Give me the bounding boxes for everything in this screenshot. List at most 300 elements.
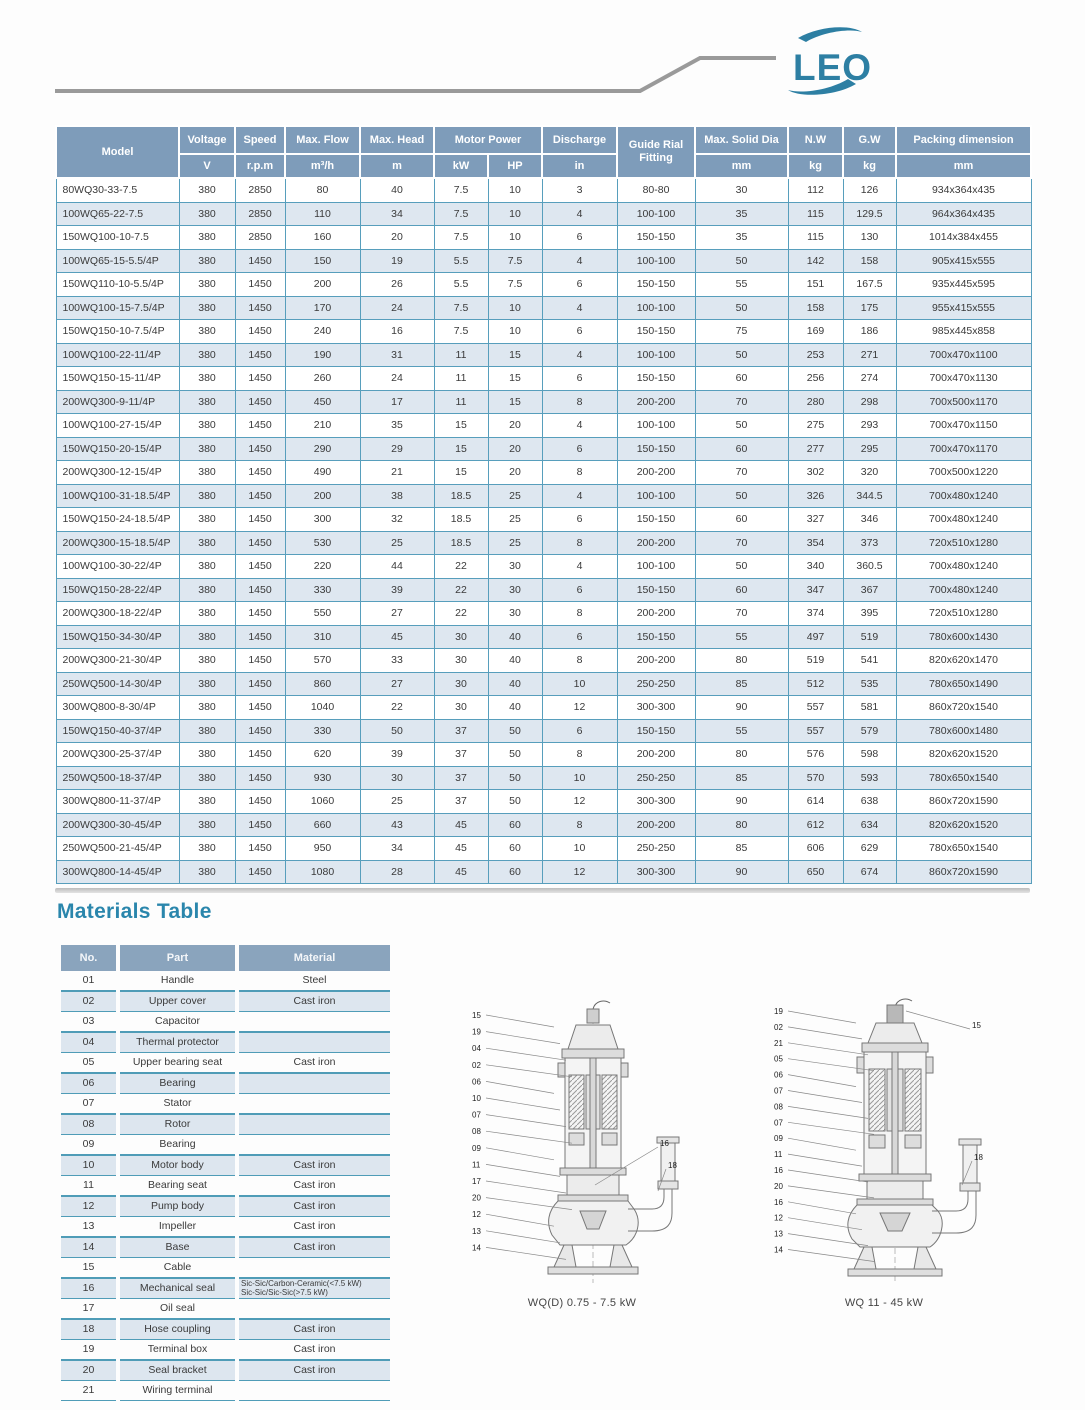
callout-label: 16 bbox=[774, 1197, 783, 1207]
spec-cell: 10 bbox=[488, 202, 542, 226]
callout-label: 20 bbox=[472, 1193, 481, 1203]
table-row bbox=[61, 1176, 390, 1196]
spec-cell: 10 bbox=[542, 766, 617, 790]
spec-cell: 126 bbox=[843, 178, 896, 202]
spec-cell: 34 bbox=[360, 837, 434, 861]
spec-cell: 150-150 bbox=[617, 320, 695, 344]
spec-cell: 16 bbox=[360, 320, 434, 344]
spec-cell: 860x720x1590 bbox=[896, 860, 1031, 884]
spec-cell: 75 bbox=[695, 320, 788, 344]
spec-cell: 2850 bbox=[235, 202, 285, 226]
callout-label: 06 bbox=[472, 1077, 481, 1087]
table-row bbox=[56, 178, 1031, 202]
spec-cell: 200 bbox=[285, 273, 360, 297]
spec-cell: 10 bbox=[488, 296, 542, 320]
spec-cell: 380 bbox=[179, 790, 235, 814]
material-no-cell: 21 bbox=[61, 1381, 116, 1401]
spec-cell: 250-250 bbox=[617, 766, 695, 790]
figure-caption-small: WQ(D) 0.75 - 7.5 kW bbox=[527, 1297, 637, 1309]
callout-label: 07 bbox=[472, 1110, 481, 1120]
spec-cell: 380 bbox=[179, 649, 235, 673]
materials-table-body bbox=[61, 971, 390, 1401]
spec-cell: 579 bbox=[843, 719, 896, 743]
pump-figure-large bbox=[754, 995, 1014, 1309]
callout-line bbox=[788, 1011, 856, 1023]
spec-cell: 30 bbox=[488, 578, 542, 602]
callout-label: 14 bbox=[472, 1243, 481, 1253]
spec-cell: 158 bbox=[843, 249, 896, 273]
spec-cell: 367 bbox=[843, 578, 896, 602]
spec-cell: 8 bbox=[542, 743, 617, 767]
spec-cell: 300-300 bbox=[617, 860, 695, 884]
spec-cell: 11 bbox=[434, 343, 488, 367]
material-part-cell: Bearing bbox=[120, 1073, 235, 1094]
spec-table-section bbox=[55, 125, 1030, 884]
unit-voltage: V bbox=[179, 154, 235, 178]
spec-cell: 330 bbox=[285, 578, 360, 602]
spec-cell: 541 bbox=[843, 649, 896, 673]
spec-cell: 326 bbox=[788, 484, 843, 508]
spec-cell: 638 bbox=[843, 790, 896, 814]
material-material-cell: Cast iron bbox=[239, 1340, 390, 1360]
callout-label: 12 bbox=[774, 1213, 783, 1223]
col-guide-rial: Guide Rial Fitting bbox=[617, 126, 695, 178]
spec-cell: 100-100 bbox=[617, 343, 695, 367]
spec-cell: 210 bbox=[285, 414, 360, 438]
spec-cell: 1450 bbox=[235, 414, 285, 438]
material-no-cell: 01 bbox=[61, 971, 116, 991]
spec-table bbox=[55, 125, 1032, 884]
material-part-cell: Oil seal bbox=[120, 1299, 235, 1319]
material-part-cell: Bearing seat bbox=[120, 1176, 235, 1196]
spec-cell: 380 bbox=[179, 343, 235, 367]
spec-cell: 260 bbox=[285, 367, 360, 391]
unit-max-flow: m³/h bbox=[285, 154, 360, 178]
spec-cell: 650 bbox=[788, 860, 843, 884]
spec-cell: 60 bbox=[695, 437, 788, 461]
material-material-cell bbox=[239, 1032, 390, 1053]
callout-line bbox=[486, 1148, 554, 1160]
spec-cell: 60 bbox=[488, 837, 542, 861]
spec-cell: 35 bbox=[360, 414, 434, 438]
table-row bbox=[61, 1319, 390, 1340]
spec-cell: 20 bbox=[360, 226, 434, 250]
material-material-cell: Cast iron bbox=[239, 1196, 390, 1217]
table-row bbox=[56, 226, 1031, 250]
spec-cell: 1450 bbox=[235, 602, 285, 626]
unit-max-head: m bbox=[360, 154, 434, 178]
spec-cell: 150-150 bbox=[617, 719, 695, 743]
material-no-cell: 05 bbox=[61, 1053, 116, 1073]
spec-cell: 360.5 bbox=[843, 555, 896, 579]
callout-label: 13 bbox=[472, 1226, 481, 1236]
spec-cell: 60 bbox=[695, 508, 788, 532]
spec-cell: 8 bbox=[542, 390, 617, 414]
spec-cell: 129.5 bbox=[843, 202, 896, 226]
spec-cell: 175 bbox=[843, 296, 896, 320]
callout-label: 20 bbox=[774, 1181, 783, 1191]
spec-cell: 28 bbox=[360, 860, 434, 884]
spec-cell: 8 bbox=[542, 813, 617, 837]
spec-cell: 22 bbox=[434, 602, 488, 626]
unit-packing: mm bbox=[896, 154, 1031, 178]
callout-label: 07 bbox=[774, 1118, 783, 1128]
spec-cell: 300 bbox=[285, 508, 360, 532]
material-part-cell: Mechanical seal bbox=[120, 1278, 235, 1299]
callout-line bbox=[486, 1032, 560, 1044]
spec-cell: 30 bbox=[360, 766, 434, 790]
spec-cell: 100-100 bbox=[617, 202, 695, 226]
spec-cell: 30 bbox=[488, 602, 542, 626]
spec-cell: 535 bbox=[843, 672, 896, 696]
spec-cell: 37 bbox=[434, 766, 488, 790]
spec-cell: 25 bbox=[488, 531, 542, 555]
materials-table bbox=[57, 945, 394, 1401]
spec-cell: 1450 bbox=[235, 296, 285, 320]
material-no-cell: 10 bbox=[61, 1155, 116, 1176]
spec-cell: 18.5 bbox=[434, 531, 488, 555]
spec-cell: 295 bbox=[843, 437, 896, 461]
spec-cell: 12 bbox=[542, 696, 617, 720]
masthead-graphic bbox=[0, 0, 1085, 110]
table-row bbox=[56, 461, 1031, 485]
spec-cell: 660 bbox=[285, 813, 360, 837]
spec-cell: 80 bbox=[695, 649, 788, 673]
table-row bbox=[61, 1135, 390, 1155]
spec-cell: 200-200 bbox=[617, 649, 695, 673]
spec-cell: 151 bbox=[788, 273, 843, 297]
model-cell: 80WQ30-33-7.5 bbox=[56, 178, 179, 202]
spec-cell: 1450 bbox=[235, 249, 285, 273]
spec-cell: 2850 bbox=[235, 178, 285, 202]
spec-cell: 15 bbox=[488, 367, 542, 391]
col-max-solid: Max. Solid Dia bbox=[695, 126, 788, 154]
spec-cell: 200-200 bbox=[617, 390, 695, 414]
spec-cell: 720x510x1280 bbox=[896, 531, 1031, 555]
callout-label: 16 bbox=[660, 1139, 669, 1148]
spec-cell: 186 bbox=[843, 320, 896, 344]
spec-cell: 950 bbox=[285, 837, 360, 861]
spec-cell: 593 bbox=[843, 766, 896, 790]
spec-cell: 85 bbox=[695, 766, 788, 790]
table-row bbox=[56, 813, 1031, 837]
model-cell: 300WQ800-14-45/4P bbox=[56, 860, 179, 884]
spec-cell: 1450 bbox=[235, 743, 285, 767]
spec-cell: 955x415x555 bbox=[896, 296, 1031, 320]
spec-cell: 55 bbox=[695, 273, 788, 297]
spec-cell: 10 bbox=[488, 320, 542, 344]
spec-cell: 112 bbox=[788, 178, 843, 202]
spec-cell: 100-100 bbox=[617, 249, 695, 273]
spec-cell: 274 bbox=[843, 367, 896, 391]
table-row bbox=[61, 1032, 390, 1053]
logo-swoosh-top-icon bbox=[798, 27, 862, 42]
callout-line bbox=[486, 1048, 566, 1060]
spec-cell: 253 bbox=[788, 343, 843, 367]
model-cell: 200WQ300-25-37/4P bbox=[56, 743, 179, 767]
spec-cell: 380 bbox=[179, 273, 235, 297]
model-cell: 100WQ100-30-22/4P bbox=[56, 555, 179, 579]
table-row bbox=[61, 1278, 390, 1299]
spec-cell: 55 bbox=[695, 625, 788, 649]
spec-cell: 7.5 bbox=[434, 202, 488, 226]
spec-cell: 700x480x1240 bbox=[896, 555, 1031, 579]
table-row bbox=[56, 719, 1031, 743]
table-row bbox=[61, 1381, 390, 1401]
spec-cell: 55 bbox=[695, 719, 788, 743]
spec-cell: 6 bbox=[542, 273, 617, 297]
spec-cell: 26 bbox=[360, 273, 434, 297]
model-cell: 150WQ100-10-7.5 bbox=[56, 226, 179, 250]
material-part-cell: Hose coupling bbox=[120, 1319, 235, 1340]
spec-cell: 860x720x1590 bbox=[896, 790, 1031, 814]
material-no-cell: 16 bbox=[61, 1278, 116, 1299]
spec-cell: 935x445x595 bbox=[896, 273, 1031, 297]
spec-cell: 160 bbox=[285, 226, 360, 250]
spec-cell: 5.5 bbox=[434, 273, 488, 297]
spec-cell: 320 bbox=[843, 461, 896, 485]
spec-cell: 32 bbox=[360, 508, 434, 532]
spec-cell: 50 bbox=[695, 555, 788, 579]
spec-cell: 12 bbox=[542, 860, 617, 884]
spec-cell: 150-150 bbox=[617, 625, 695, 649]
material-no-cell: 13 bbox=[61, 1217, 116, 1237]
spec-cell: 310 bbox=[285, 625, 360, 649]
spec-cell: 30 bbox=[488, 555, 542, 579]
spec-cell: 820x620x1520 bbox=[896, 743, 1031, 767]
table-row bbox=[56, 249, 1031, 273]
material-no-cell: 07 bbox=[61, 1094, 116, 1114]
spec-cell: 200 bbox=[285, 484, 360, 508]
spec-cell: 33 bbox=[360, 649, 434, 673]
spec-cell: 34 bbox=[360, 202, 434, 226]
spec-cell: 80 bbox=[695, 813, 788, 837]
spec-cell: 50 bbox=[695, 249, 788, 273]
material-material-cell bbox=[239, 1135, 390, 1155]
callout-label: 11 bbox=[774, 1150, 783, 1160]
spec-cell: 598 bbox=[843, 743, 896, 767]
material-no-cell: 03 bbox=[61, 1012, 116, 1032]
spec-cell: 15 bbox=[488, 343, 542, 367]
spec-cell: 29 bbox=[360, 437, 434, 461]
spec-cell: 380 bbox=[179, 555, 235, 579]
material-part-cell: Seal bracket bbox=[120, 1360, 235, 1381]
spec-cell: 158 bbox=[788, 296, 843, 320]
callout-label: 08 bbox=[774, 1102, 783, 1112]
material-material-cell: Cast iron bbox=[239, 1319, 390, 1340]
spec-cell: 700x470x1150 bbox=[896, 414, 1031, 438]
material-no-cell: 14 bbox=[61, 1237, 116, 1258]
spec-cell: 30 bbox=[434, 696, 488, 720]
spec-cell: 31 bbox=[360, 343, 434, 367]
spec-cell: 167.5 bbox=[843, 273, 896, 297]
spec-cell: 1450 bbox=[235, 461, 285, 485]
material-no-cell: 08 bbox=[61, 1114, 116, 1135]
spec-cell: 240 bbox=[285, 320, 360, 344]
spec-cell: 30 bbox=[434, 625, 488, 649]
model-cell: 200WQ300-18-22/4P bbox=[56, 602, 179, 626]
table-row bbox=[56, 414, 1031, 438]
spec-cell: 1060 bbox=[285, 790, 360, 814]
spec-cell: 1450 bbox=[235, 343, 285, 367]
spec-cell: 271 bbox=[843, 343, 896, 367]
spec-cell: 1450 bbox=[235, 390, 285, 414]
mat-col-no: No. bbox=[61, 945, 116, 971]
table-row bbox=[56, 320, 1031, 344]
callout-label: 18 bbox=[974, 1153, 983, 1162]
material-part-cell: Base bbox=[120, 1237, 235, 1258]
spec-cell: 200-200 bbox=[617, 461, 695, 485]
spec-cell: 10 bbox=[542, 837, 617, 861]
table-row bbox=[56, 367, 1031, 391]
material-part-cell: Motor body bbox=[120, 1155, 235, 1176]
spec-cell: 17 bbox=[360, 390, 434, 414]
spec-cell: 700x500x1220 bbox=[896, 461, 1031, 485]
spec-cell: 934x364x435 bbox=[896, 178, 1031, 202]
spec-cell: 277 bbox=[788, 437, 843, 461]
spec-cell: 50 bbox=[695, 484, 788, 508]
callout-line bbox=[788, 1186, 874, 1198]
spec-cell: 30 bbox=[434, 672, 488, 696]
spec-cell: 7.5 bbox=[488, 249, 542, 273]
spec-cell: 700x480x1240 bbox=[896, 578, 1031, 602]
model-cell: 200WQ300-9-11/4P bbox=[56, 390, 179, 414]
material-material-cell: Cast iron bbox=[239, 1053, 390, 1073]
spec-cell: 7.5 bbox=[434, 226, 488, 250]
spec-cell: 100-100 bbox=[617, 555, 695, 579]
spec-cell: 380 bbox=[179, 249, 235, 273]
spec-cell: 380 bbox=[179, 719, 235, 743]
spec-cell: 820x620x1470 bbox=[896, 649, 1031, 673]
spec-cell: 1450 bbox=[235, 719, 285, 743]
spec-cell: 290 bbox=[285, 437, 360, 461]
figure-caption-large: WQ 11 - 45 kW bbox=[844, 1297, 924, 1309]
spec-cell: 606 bbox=[788, 837, 843, 861]
spec-cell: 8 bbox=[542, 602, 617, 626]
spec-cell: 1040 bbox=[285, 696, 360, 720]
spec-cell: 1450 bbox=[235, 813, 285, 837]
spec-cell: 70 bbox=[695, 461, 788, 485]
spec-cell: 40 bbox=[360, 178, 434, 202]
spec-cell: 6 bbox=[542, 578, 617, 602]
spec-cell: 380 bbox=[179, 296, 235, 320]
spec-cell: 380 bbox=[179, 860, 235, 884]
table-row bbox=[56, 672, 1031, 696]
spec-cell: 37 bbox=[434, 743, 488, 767]
model-cell: 150WQ150-15-11/4P bbox=[56, 367, 179, 391]
material-part-cell: Thermal protector bbox=[120, 1032, 235, 1053]
spec-cell: 10 bbox=[542, 672, 617, 696]
spec-cell: 150 bbox=[285, 249, 360, 273]
spec-cell: 700x470x1100 bbox=[896, 343, 1031, 367]
spec-cell: 8 bbox=[542, 531, 617, 555]
material-material-cell: Cast iron bbox=[239, 1360, 390, 1381]
spec-cell: 380 bbox=[179, 602, 235, 626]
spec-cell: 964x364x435 bbox=[896, 202, 1031, 226]
spec-cell: 570 bbox=[788, 766, 843, 790]
pump-drawing-small bbox=[452, 995, 712, 1295]
spec-cell: 1450 bbox=[235, 625, 285, 649]
unit-gw: kg bbox=[843, 154, 896, 178]
material-material-cell bbox=[239, 1094, 390, 1114]
spec-cell: 22 bbox=[360, 696, 434, 720]
spec-cell: 985x445x858 bbox=[896, 320, 1031, 344]
callout-line bbox=[486, 1015, 554, 1027]
spec-cell: 380 bbox=[179, 390, 235, 414]
spec-cell: 4 bbox=[542, 202, 617, 226]
table-row bbox=[61, 1360, 390, 1381]
spec-cell: 10 bbox=[488, 178, 542, 202]
spec-cell: 130 bbox=[843, 226, 896, 250]
table-row bbox=[61, 1217, 390, 1237]
materials-table-section bbox=[57, 945, 382, 1401]
callout-line bbox=[788, 1043, 868, 1055]
spec-cell: 614 bbox=[788, 790, 843, 814]
spec-cell: 354 bbox=[788, 531, 843, 555]
spec-cell: 380 bbox=[179, 461, 235, 485]
spec-cell: 40 bbox=[488, 672, 542, 696]
col-max-head: Max. Head bbox=[360, 126, 434, 154]
spec-cell: 380 bbox=[179, 531, 235, 555]
spec-cell: 302 bbox=[788, 461, 843, 485]
spec-cell: 50 bbox=[695, 343, 788, 367]
spec-cell: 50 bbox=[488, 766, 542, 790]
spec-cell: 70 bbox=[695, 390, 788, 414]
spec-cell: 70 bbox=[695, 602, 788, 626]
table-row bbox=[61, 1196, 390, 1217]
spec-cell: 24 bbox=[360, 367, 434, 391]
spec-table-header bbox=[56, 126, 1031, 178]
spec-cell: 380 bbox=[179, 202, 235, 226]
section-divider bbox=[55, 888, 1030, 893]
spec-cell: 380 bbox=[179, 178, 235, 202]
spec-table-body bbox=[56, 178, 1031, 884]
spec-cell: 70 bbox=[695, 531, 788, 555]
table-row bbox=[56, 202, 1031, 226]
table-row bbox=[61, 991, 390, 1012]
spec-cell: 50 bbox=[488, 719, 542, 743]
material-part-cell: Rotor bbox=[120, 1114, 235, 1135]
callout-label: 14 bbox=[774, 1245, 783, 1255]
spec-cell: 10 bbox=[488, 226, 542, 250]
table-row bbox=[56, 296, 1031, 320]
spec-cell: 275 bbox=[788, 414, 843, 438]
callout-label: 05 bbox=[774, 1054, 783, 1064]
spec-cell: 40 bbox=[488, 696, 542, 720]
callout-label: 02 bbox=[472, 1060, 481, 1070]
spec-cell: 38 bbox=[360, 484, 434, 508]
spec-cell: 22 bbox=[434, 578, 488, 602]
material-material-cell bbox=[239, 1073, 390, 1094]
spec-cell: 780x600x1430 bbox=[896, 625, 1031, 649]
material-part-cell: Capacitor bbox=[120, 1012, 235, 1032]
spec-cell: 570 bbox=[285, 649, 360, 673]
model-cell: 300WQ800-11-37/4P bbox=[56, 790, 179, 814]
mat-col-part: Part bbox=[120, 945, 235, 971]
spec-cell: 1450 bbox=[235, 484, 285, 508]
material-no-cell: 19 bbox=[61, 1340, 116, 1360]
callout-line bbox=[486, 1247, 566, 1259]
spec-cell: 39 bbox=[360, 743, 434, 767]
spec-cell: 2850 bbox=[235, 226, 285, 250]
spec-cell: 557 bbox=[788, 696, 843, 720]
spec-cell: 100-100 bbox=[617, 414, 695, 438]
pump-diagrams bbox=[452, 995, 1014, 1309]
unit-hp: HP bbox=[488, 154, 542, 178]
callout-label: 02 bbox=[774, 1022, 783, 1032]
spec-cell: 380 bbox=[179, 367, 235, 391]
spec-cell: 1450 bbox=[235, 437, 285, 461]
